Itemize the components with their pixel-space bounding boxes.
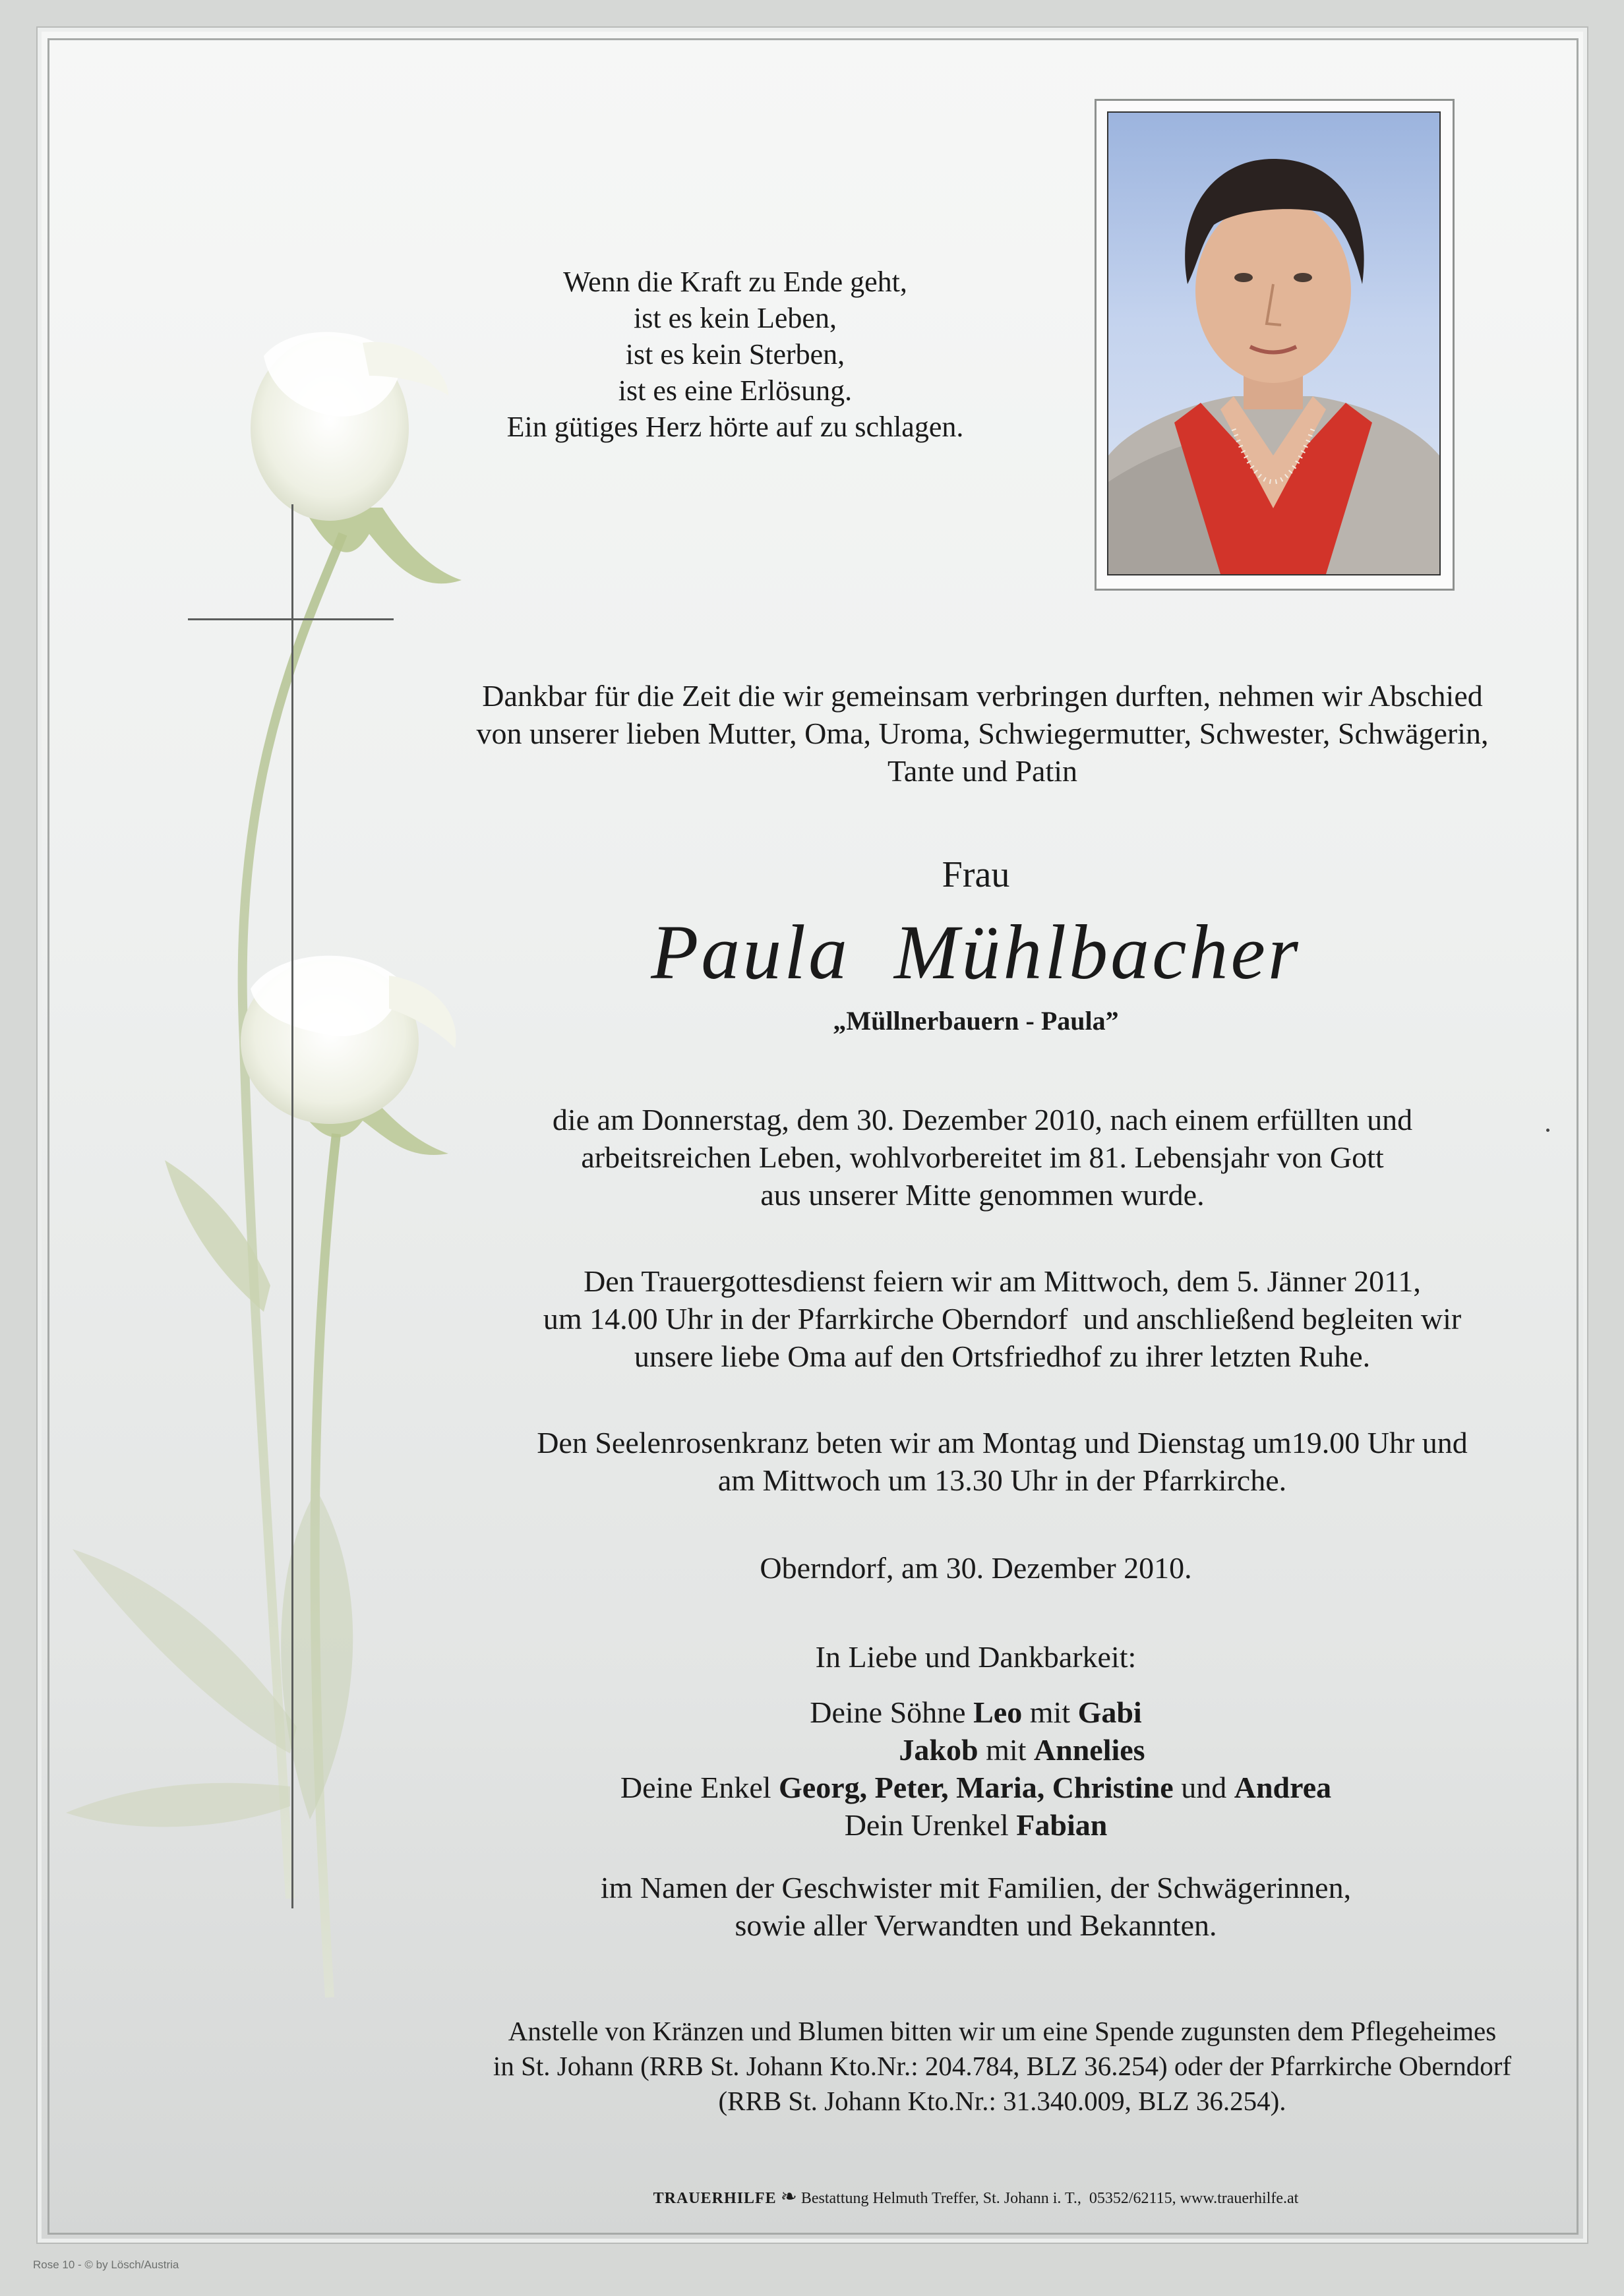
relatives-line: sowie aller Verwandten und Bekannten. xyxy=(735,1908,1217,1942)
deceased-name: Paula Mühlbacher xyxy=(651,909,1301,995)
mit-word: mit xyxy=(1022,1695,1078,1729)
service-line: Den Trauergottesdienst feiern wir am Mittwoch, dem 5. Jänner 2011, xyxy=(584,1264,1421,1298)
portrait-photo xyxy=(1107,111,1441,575)
rosary-line: am Mittwoch um 13.30 Uhr in der Pfarrkirche. xyxy=(717,1463,1287,1497)
rosary-notice xyxy=(422,1424,1582,1499)
grandchildren-names: Georg, Peter, Maria, Christine xyxy=(779,1771,1174,1804)
donation-line: Anstelle von Kränzen und Blumen bitten wir um eine Spende zugunsten dem Pflegeheimes xyxy=(508,2016,1497,2046)
sons-line-2 xyxy=(501,1731,1451,1769)
intro-line: von unserer lieben Mutter, Oma, Uroma, Schwiegermutter, Schwester, Schwägerin, xyxy=(476,717,1489,750)
family-list xyxy=(501,1693,1451,1844)
place-date: Oberndorf, am 30. Dezember 2010. xyxy=(760,1551,1192,1585)
decorative-dot xyxy=(1546,1129,1549,1132)
motto-line: Ein gütiges Herz hörte auf zu schlagen. xyxy=(506,411,964,443)
service-notice xyxy=(422,1262,1582,1375)
donation-line: (RRB St. Johann Kto.Nr.: 31.340.009, BLZ 36.254). xyxy=(718,2086,1286,2116)
footer-details: Bestattung Helmuth Treffer, St. Johann i. T., 05352/62115, www.trauerhilfe.at xyxy=(800,2190,1299,2207)
partner-name: Annelies xyxy=(1033,1733,1145,1767)
rosary-line: Den Seelenrosenkranz beten wir am Montag und Dienstag um19.00 Uhr und xyxy=(537,1426,1468,1459)
son-name: Jakob xyxy=(899,1733,978,1767)
grandchildren-prefix: Deine Enkel xyxy=(620,1771,779,1804)
great-grandchild-prefix: Dein Urenkel xyxy=(844,1808,1017,1842)
donation-request xyxy=(396,2014,1609,2119)
motto-line: Wenn die Kraft zu Ende geht, xyxy=(563,266,907,298)
image-credit: Rose 10 - © by Lösch/Austria xyxy=(33,2258,179,2271)
closing-phrase: In Liebe und Dankbarkeit: xyxy=(815,1640,1137,1674)
motto-line: ist es eine Erlösung. xyxy=(618,374,853,407)
intro-line: Tante und Patin xyxy=(887,754,1078,788)
cross-icon-bar xyxy=(188,618,394,620)
cross-icon xyxy=(291,504,293,1908)
death-line: arbeitsreichen Leben, wohlvorbereitet im 81. Lebensjahr von Gott xyxy=(581,1140,1384,1174)
portrait-frame xyxy=(1095,99,1455,591)
son-name: Leo xyxy=(973,1695,1023,1729)
motto-verse xyxy=(422,264,1048,445)
motto-line: ist es kein Sterben, xyxy=(625,338,845,370)
grandchild-name: Andrea xyxy=(1234,1771,1332,1804)
relatives-note xyxy=(501,1869,1451,1944)
salutation: Frau xyxy=(942,854,1010,895)
motto-line: ist es kein Leben, xyxy=(634,302,837,334)
intro-line: Dankbar für die Zeit die wir gemeinsam verbringen durften, nehmen wir Abschied xyxy=(482,679,1483,713)
death-notice xyxy=(422,1101,1543,1214)
sons-line xyxy=(501,1693,1451,1731)
great-grandchild-line xyxy=(501,1806,1451,1844)
mit-word: mit xyxy=(978,1733,1034,1767)
partner-name: Gabi xyxy=(1077,1695,1142,1729)
und-word: und xyxy=(1173,1771,1234,1804)
service-line: um 14.00 Uhr in der Pfarrkirche Oberndorf und anschließend begleiten wir xyxy=(543,1302,1462,1336)
relatives-line: im Namen der Geschwister mit Familien, der Schwägerinnen, xyxy=(600,1871,1352,1904)
footer-brand: TRAUERHILFE xyxy=(653,2190,777,2207)
great-grandchild-name: Fabian xyxy=(1016,1808,1108,1842)
deceased-nickname: „Müllnerbauern - Paula” xyxy=(833,1006,1119,1036)
funeral-home-footer xyxy=(501,2187,1451,2208)
flame-icon: ❧ xyxy=(780,2186,797,2208)
intro-paragraph xyxy=(369,677,1596,790)
service-line: unsere liebe Oma auf den Ortsfriedhof zu ihrer letzten Ruhe. xyxy=(634,1339,1371,1373)
grandchildren-line xyxy=(501,1769,1451,1806)
sons-prefix: Deine Söhne xyxy=(810,1695,974,1729)
donation-line: in St. Johann (RRB St. Johann Kto.Nr.: 204.784, BLZ 36.254) oder der Pfarrkirche Oberndorf xyxy=(493,2051,1512,2081)
death-line: die am Donnerstag, dem 30. Dezember 2010, nach einem erfüllten und xyxy=(552,1103,1413,1136)
death-line: aus unserer Mitte genommen wurde. xyxy=(760,1178,1205,1212)
